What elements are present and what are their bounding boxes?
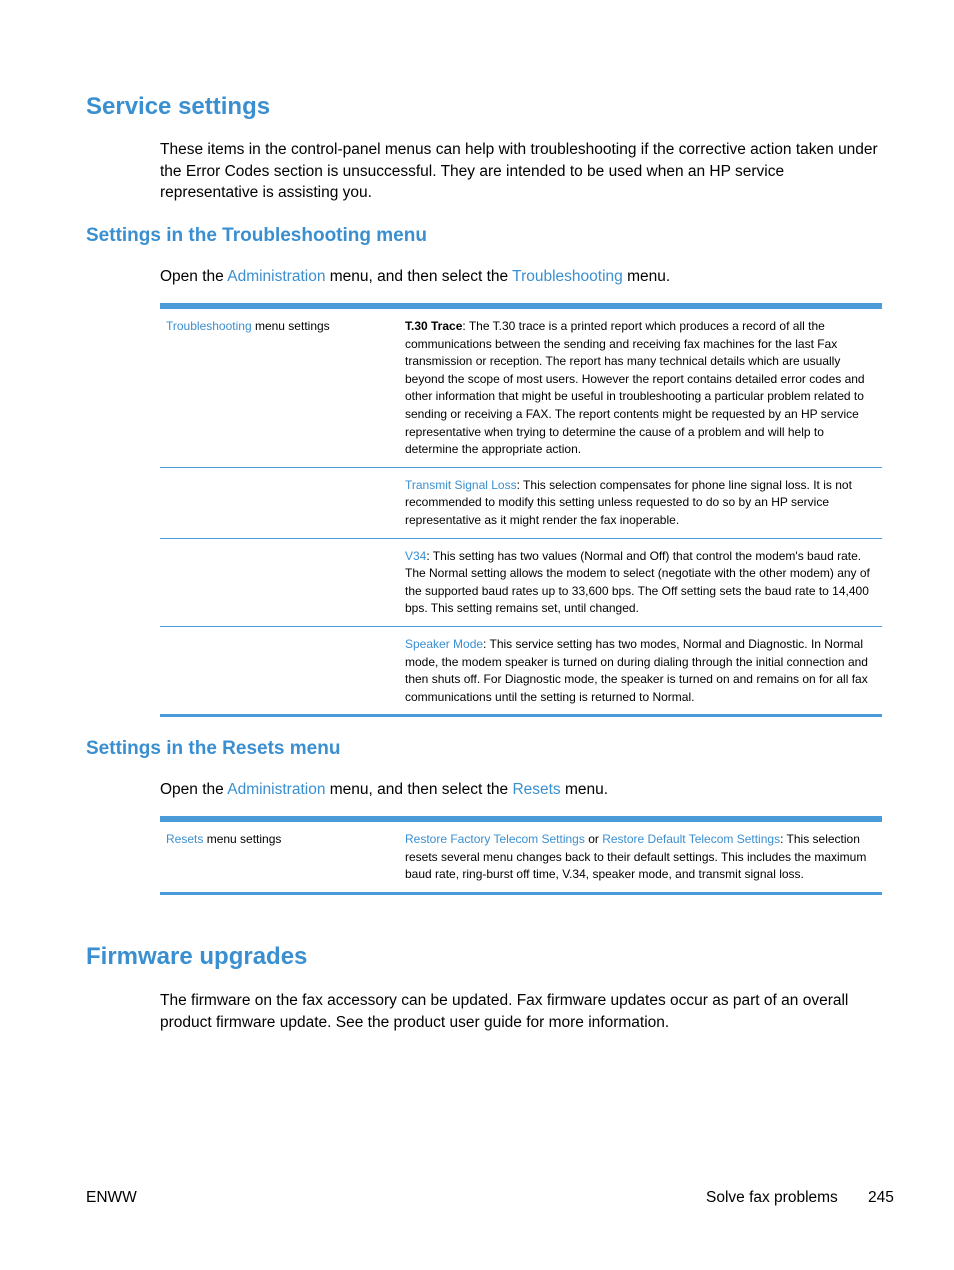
administration-link[interactable]: Administration [227, 268, 326, 285]
resets-heading: Settings in the Resets menu [86, 738, 341, 759]
instruction-text: Open the [160, 268, 228, 285]
description-text: : This setting has two values (Normal and Off) that control the modem's baud rate. The Normal setting allows the modem to select (negotiate with the other modem) any of the supported baud rates up to 33,600 bps. The Off setting sets the baud rate to 14,400 bps. This setting remains set, until changed. [405, 548, 870, 616]
instruction-text: menu, and then select the [325, 781, 513, 798]
table-row-label [160, 627, 394, 714]
v34-description [394, 539, 882, 626]
troubleshooting-heading: Settings in the Troubleshooting menu [86, 225, 427, 246]
speaker-mode-description [394, 627, 882, 714]
table-row [160, 627, 882, 714]
t30-trace-term: T.30 Trace [405, 319, 463, 333]
v34-link[interactable]: V34 [405, 548, 427, 563]
table-row-label [160, 539, 394, 626]
page-number: 245 [868, 1189, 894, 1206]
resets-menu-link[interactable]: Resets [166, 832, 204, 846]
firmware-upgrades-body: The firmware on the fax accessory can be updated. Fax firmware updates occur as part of an overall product firmware update. See the product user guide for more information. [160, 992, 849, 1031]
description-text: : This service setting has two modes, Normal and Diagnostic. In Normal mode, the modem speaker is turned on during dialing through the initial connection and then shuts off. For Diagnostic mode, the speaker is turned on and remains on for all fax communications until the setting is returned to Normal. [405, 636, 868, 704]
instruction-text: menu, and then select the [325, 268, 513, 285]
speaker-mode-link[interactable]: Speaker Mode [405, 636, 484, 651]
resets-link[interactable]: Resets [512, 781, 561, 798]
description-text: : This selection resets several menu changes back to their default settings. This includes the maximum baud rate, ring-burst off time, V.34, speaker mode, and transmit signal loss. [405, 832, 867, 882]
table-row [160, 309, 882, 468]
service-settings-heading: Service settings [86, 93, 271, 120]
service-settings-intro: These items in the control-panel menus can help with troubleshooting if the corrective action taken under the Error Codes section is unsuccessful. They are intended to be used when an HP service representative is assisting you. [160, 141, 878, 201]
table-row [160, 822, 882, 892]
restore-telecom-description [394, 822, 882, 892]
resets-settings-table [160, 816, 882, 895]
troubleshooting-instruction [160, 266, 884, 288]
description-text: : The T.30 trace is a printed report which produces a record of all the communications between the sending and receiving fax machines for the last Fax transmission or reception. The report has many technical details which are usually beyond the scope of most users. However the report contains detailed error codes and other information that might be useful in troubleshooting a particular problem related to sending or receiving a FAX. The report contents might be requested by an HP service representative when trying to determine the cause of a problem and will help to determine the appropriate action. [405, 319, 865, 457]
instruction-text: Open the [160, 781, 228, 798]
table-row [160, 468, 882, 539]
table-row-label [160, 822, 394, 892]
description-text: : This selection compensates for phone line signal loss. It is not recommended to modify this setting unless requested to do so by an HP service representative as it might render the fax inoperable. [405, 477, 852, 527]
description-text: or [584, 832, 603, 846]
troubleshooting-menu-link[interactable]: Troubleshooting [166, 319, 252, 333]
footer-left-label: ENWW [86, 1189, 137, 1206]
firmware-upgrades-heading: Firmware upgrades [86, 943, 308, 970]
t30-trace-description [394, 309, 882, 467]
row-label-text: menu settings [203, 832, 282, 846]
restore-default-telecom-link[interactable]: Restore Default Telecom Settings [602, 832, 781, 846]
footer-section-title: Solve fax problems [706, 1189, 838, 1206]
troubleshooting-link[interactable]: Troubleshooting [512, 268, 623, 285]
administration-link[interactable]: Administration [227, 781, 326, 798]
table-row-label [160, 468, 394, 538]
instruction-text: menu. [560, 781, 609, 798]
troubleshooting-settings-table [160, 303, 882, 717]
transmit-signal-loss-link[interactable]: Transmit Signal Loss [405, 477, 517, 492]
table-row [160, 539, 882, 627]
row-label-text: menu settings [251, 319, 330, 333]
resets-instruction [160, 779, 884, 801]
instruction-text: menu. [622, 268, 671, 285]
restore-factory-telecom-link[interactable]: Restore Factory Telecom Settings [405, 832, 585, 846]
transmit-signal-loss-description [394, 468, 882, 538]
table-row-label [160, 309, 394, 467]
